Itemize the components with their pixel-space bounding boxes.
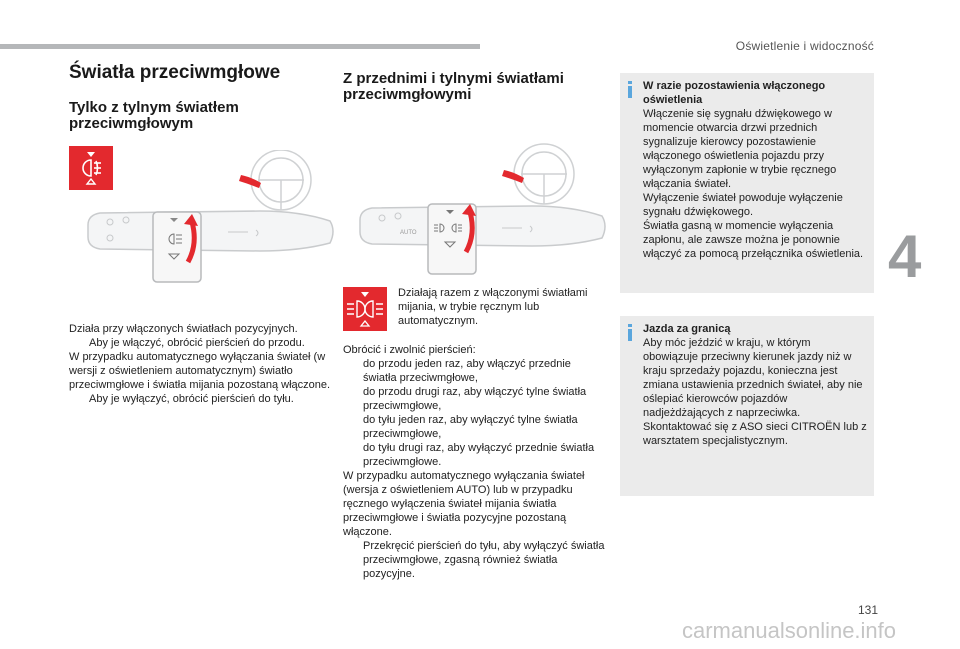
info-box-lights-left-on	[620, 73, 874, 293]
fog-switch-illustration-rear	[78, 150, 336, 290]
middle-bullet: do tyłu drugi raz, aby wyłączyć przednie światła przeciwmgłowe.	[363, 442, 595, 468]
middle-line: Obrócić i zwolnić pierścień:	[343, 344, 476, 356]
auto-label: AUTO	[400, 230, 417, 236]
left-bullet: Aby je wyłączyć, obrócić pierścień do tyłu.	[89, 393, 294, 405]
info-box-driving-abroad	[620, 316, 874, 496]
middle-line: W przypadku automatycznego wyłączania świateł (wersja z oświetleniem AUTO) lub w przypadku ręcznego wyłączenia świateł mijania światła przeciwmgłowe i światła pozycyjne pozostaną włączone.	[343, 470, 585, 538]
left-line: Działa przy włączonych światłach pozycyjnych.	[69, 323, 298, 335]
fog-switch-illustration-front-rear	[352, 140, 606, 280]
middle-bullet: do przodu drugi raz, aby włączyć tylne światła przeciwmgłowe,	[363, 386, 587, 412]
middle-bullet: Przekręcić pierścień do tyłu, aby wyłączyć światła przeciwmgłowe, zgasną również światła pozycyjne.	[363, 540, 605, 580]
middle-body	[343, 343, 605, 581]
info-box-body: Aby móc jeździć w kraju, w którym obowiązuje przeciwny kierunek jazdy niż w kraju sprzedaży pojazdu, konieczna jest zmiana ustawienia przednich świateł, aby nie oślepiać kierowców pojazdów nadjeżdżających z naprzeciwka. Skontaktować się z ASO sieci CITROËN lub z warsztatem specjalistycznym.	[643, 337, 867, 447]
page-title: Światła przeciwmgłowe	[69, 62, 281, 83]
section-header: Oświetlenie i widoczność	[735, 39, 874, 53]
icon-caption: Działają razem z włączonymi światłami mijania, w trybie ręcznym lub automatycznym.	[398, 287, 588, 327]
info-icon-bar	[628, 86, 632, 98]
chapter-number: 4	[888, 223, 922, 290]
info-box-body: Włączenie się sygnału dźwiękowego w momencie otwarcia drzwi przednich sygnalizuje kierowcy pozostawienie włączonego oświetlenia pojazdu przy wyłączonym zapłonie w trybie ręcznego włączania świateł. Wyłączenie świateł powoduje wyłączenie sygnału dźwiękowego. Światła gasną w momencie wyłączenia zapłonu, ale zawsze można je ponownie włączyć za pomocą przełącznika oświetlenia.	[643, 108, 864, 260]
info-box-title: Jazda za granicą	[643, 323, 731, 335]
info-box-title: W razie pozostawienia włączonego oświetlenia	[643, 80, 826, 106]
front-rear-fog-lamp-icon	[343, 287, 387, 331]
left-subtitle: Tylko z tylnym światłem przeciwmgłowym	[69, 99, 239, 132]
header-rule	[0, 44, 480, 49]
left-line: W przypadku automatycznego wyłączania świateł (w wersji z oświetleniem automatycznym) światło przeciwmgłowe i światła mijania pozostaną włączone.	[69, 351, 331, 391]
watermark: carmanualsonline.info	[682, 618, 897, 643]
info-icon-bar	[628, 329, 632, 341]
middle-bullet: do przodu jeden raz, aby włączyć przednie światła przeciwmgłowe,	[363, 358, 571, 384]
middle-subtitle: Z przednimi i tylnymi światłami przeciwmgłowymi	[343, 70, 564, 103]
left-body	[69, 322, 331, 406]
middle-bullet: do tyłu jeden raz, aby wyłączyć tylne światła przeciwmgłowe,	[363, 414, 578, 440]
left-bullet: Aby je włączyć, obrócić pierścień do przodu.	[89, 337, 305, 349]
page-number: 131	[858, 603, 879, 617]
info-icon	[628, 81, 632, 84]
info-icon	[628, 324, 632, 327]
